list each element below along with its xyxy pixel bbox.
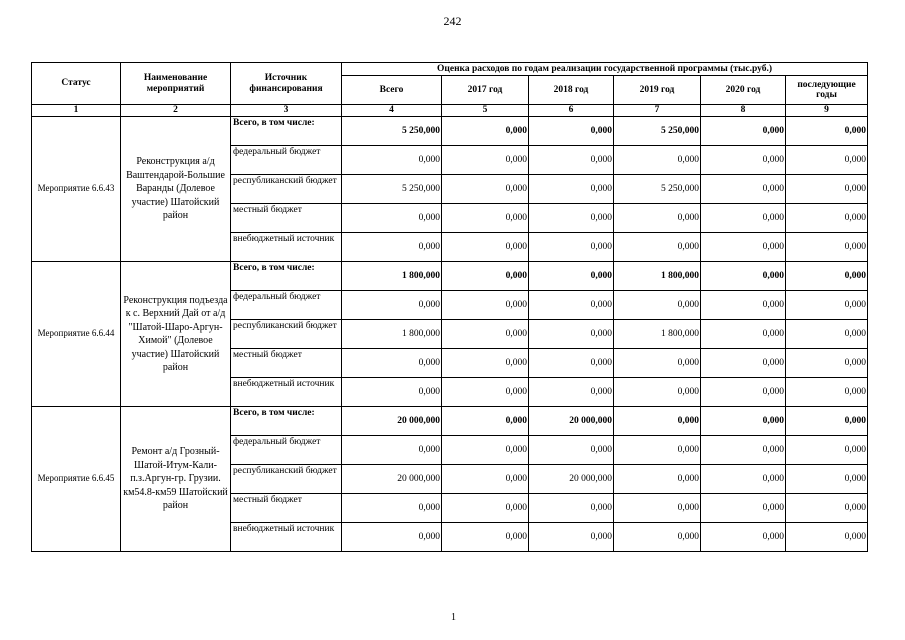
amount-cell: 0,000 <box>701 494 786 523</box>
amount-cell: 0,000 <box>529 523 614 552</box>
table-row-total <box>32 262 868 291</box>
amount-cell: 0,000 <box>701 262 786 291</box>
amount-cell: 0,000 <box>786 146 868 175</box>
amount-cell: 0,000 <box>701 320 786 349</box>
amount-cell: 20 000,000 <box>529 407 614 436</box>
amount-cell: 5 250,000 <box>342 175 442 204</box>
amount-cell: 0,000 <box>786 465 868 494</box>
amount-cell: 0,000 <box>786 233 868 262</box>
funding-source: внебюджетный источник <box>231 233 342 262</box>
amount-cell: 0,000 <box>529 175 614 204</box>
amount-cell: 0,000 <box>614 465 701 494</box>
header-name: Наименование мероприятий <box>121 63 231 105</box>
header-status: Статус <box>32 63 121 105</box>
amount-cell: 0,000 <box>701 523 786 552</box>
table-row-total <box>32 407 868 436</box>
funding-source: местный бюджет <box>231 349 342 378</box>
amount-cell: 0,000 <box>786 320 868 349</box>
expense-table <box>31 62 868 552</box>
activity-status: Мероприятие 6.6.43 <box>32 117 121 262</box>
header-year: 2017 год <box>442 76 529 105</box>
funding-source: внебюджетный источник <box>231 523 342 552</box>
amount-cell: 0,000 <box>442 523 529 552</box>
amount-cell: 0,000 <box>442 146 529 175</box>
amount-cell: 0,000 <box>442 436 529 465</box>
amount-cell: 0,000 <box>342 494 442 523</box>
header-year: Всего <box>342 76 442 105</box>
amount-cell: 0,000 <box>701 146 786 175</box>
header-year: 2019 год <box>614 76 701 105</box>
amount-cell: 1 800,000 <box>342 320 442 349</box>
amount-cell: 0,000 <box>442 349 529 378</box>
amount-cell: 0,000 <box>701 407 786 436</box>
amount-cell: 0,000 <box>342 378 442 407</box>
amount-cell: 20 000,000 <box>342 465 442 494</box>
column-number: 5 <box>442 105 529 117</box>
amount-cell: 20 000,000 <box>529 465 614 494</box>
funding-source: федеральный бюджет <box>231 291 342 320</box>
amount-cell: 5 250,000 <box>342 117 442 146</box>
amount-cell: 0,000 <box>529 262 614 291</box>
amount-cell: 0,000 <box>614 349 701 378</box>
funding-source: республиканский бюджет <box>231 320 342 349</box>
amount-cell: 5 250,000 <box>614 117 701 146</box>
column-numbers-row <box>32 105 868 117</box>
amount-cell: 0,000 <box>701 465 786 494</box>
amount-cell: 0,000 <box>442 465 529 494</box>
amount-cell: 0,000 <box>786 175 868 204</box>
amount-cell: 0,000 <box>529 436 614 465</box>
column-number: 2 <box>121 105 231 117</box>
amount-cell: 0,000 <box>342 291 442 320</box>
funding-source: республиканский бюджет <box>231 465 342 494</box>
amount-cell: 0,000 <box>786 494 868 523</box>
amount-cell: 0,000 <box>342 204 442 233</box>
amount-cell: 0,000 <box>529 320 614 349</box>
amount-cell: 0,000 <box>442 233 529 262</box>
amount-cell: 0,000 <box>442 378 529 407</box>
amount-cell: 0,000 <box>614 523 701 552</box>
amount-cell: 0,000 <box>342 146 442 175</box>
funding-source: республиканский бюджет <box>231 175 342 204</box>
amount-cell: 0,000 <box>786 523 868 552</box>
amount-cell: 0,000 <box>529 146 614 175</box>
amount-cell: 0,000 <box>529 117 614 146</box>
amount-cell: 0,000 <box>342 436 442 465</box>
amount-cell: 0,000 <box>442 175 529 204</box>
amount-cell: 0,000 <box>701 204 786 233</box>
amount-cell: 0,000 <box>342 349 442 378</box>
amount-cell: 1 800,000 <box>342 262 442 291</box>
header-source: Источник финансирования <box>231 63 342 105</box>
amount-cell: 0,000 <box>614 378 701 407</box>
footer-mark: 1 <box>451 612 456 623</box>
column-number: 3 <box>231 105 342 117</box>
header-year: последующие годы <box>786 76 868 105</box>
header-year: 2020 год <box>701 76 786 105</box>
amount-cell: 0,000 <box>529 204 614 233</box>
funding-source: местный бюджет <box>231 204 342 233</box>
amount-cell: 0,000 <box>442 291 529 320</box>
amount-cell: 0,000 <box>701 349 786 378</box>
amount-cell: 0,000 <box>442 262 529 291</box>
amount-cell: 0,000 <box>529 378 614 407</box>
amount-cell: 0,000 <box>614 291 701 320</box>
amount-cell: 0,000 <box>342 233 442 262</box>
amount-cell: 1 800,000 <box>614 320 701 349</box>
activity-name: Реконструкция подъезда к с. Верхний Дай от а/д "Шатой-Шаро-Аргун-Химой" (Долевое участие) Шатойский район <box>121 262 231 407</box>
column-number: 9 <box>786 105 868 117</box>
amount-cell: 0,000 <box>614 407 701 436</box>
amount-cell: 0,000 <box>442 320 529 349</box>
column-number: 8 <box>701 105 786 117</box>
amount-cell: 5 250,000 <box>614 175 701 204</box>
activity-status: Мероприятие 6.6.45 <box>32 407 121 552</box>
amount-cell: 0,000 <box>786 262 868 291</box>
amount-cell: 0,000 <box>442 494 529 523</box>
amount-cell: 0,000 <box>701 175 786 204</box>
amount-cell: 0,000 <box>786 436 868 465</box>
amount-cell: 0,000 <box>786 407 868 436</box>
funding-source: местный бюджет <box>231 494 342 523</box>
amount-cell: 0,000 <box>342 523 442 552</box>
column-number: 6 <box>529 105 614 117</box>
amount-cell: 1 800,000 <box>614 262 701 291</box>
amount-cell: 0,000 <box>786 378 868 407</box>
funding-source: Всего, в том числе: <box>231 117 342 146</box>
funding-source: федеральный бюджет <box>231 436 342 465</box>
amount-cell: 0,000 <box>614 204 701 233</box>
amount-cell: 0,000 <box>529 494 614 523</box>
column-number: 4 <box>342 105 442 117</box>
funding-source: внебюджетный источник <box>231 378 342 407</box>
activity-name: Реконструкция а/д Ваштендарой-Большие Варанды (Долевое участие) Шатойский район <box>121 117 231 262</box>
column-number: 1 <box>32 105 121 117</box>
amount-cell: 0,000 <box>701 291 786 320</box>
activity-name: Ремонт а/д Грозный-Шатой-Итум-Кали-п.з.Аргун-гр. Грузии. км54.8-км59 Шатойский район <box>121 407 231 552</box>
amount-cell: 0,000 <box>614 494 701 523</box>
funding-source: федеральный бюджет <box>231 146 342 175</box>
amount-cell: 0,000 <box>529 349 614 378</box>
column-number: 7 <box>614 105 701 117</box>
header-estimate: Оценка расходов по годам реализации государственной программы (тыс.руб.) <box>342 63 868 76</box>
amount-cell: 0,000 <box>701 436 786 465</box>
table-row-total <box>32 117 868 146</box>
table-body <box>32 117 868 552</box>
amount-cell: 0,000 <box>701 233 786 262</box>
amount-cell: 0,000 <box>701 378 786 407</box>
amount-cell: 0,000 <box>614 146 701 175</box>
activity-status: Мероприятие 6.6.44 <box>32 262 121 407</box>
amount-cell: 0,000 <box>786 349 868 378</box>
amount-cell: 0,000 <box>442 407 529 436</box>
amount-cell: 0,000 <box>442 204 529 233</box>
amount-cell: 0,000 <box>442 117 529 146</box>
amount-cell: 0,000 <box>614 436 701 465</box>
amount-cell: 0,000 <box>529 233 614 262</box>
amount-cell: 20 000,000 <box>342 407 442 436</box>
amount-cell: 0,000 <box>786 117 868 146</box>
page-number: 242 <box>443 14 462 28</box>
funding-source: Всего, в том числе: <box>231 262 342 291</box>
amount-cell: 0,000 <box>529 291 614 320</box>
amount-cell: 0,000 <box>701 117 786 146</box>
amount-cell: 0,000 <box>786 204 868 233</box>
amount-cell: 0,000 <box>614 233 701 262</box>
amount-cell: 0,000 <box>786 291 868 320</box>
funding-source: Всего, в том числе: <box>231 407 342 436</box>
header-year: 2018 год <box>529 76 614 105</box>
